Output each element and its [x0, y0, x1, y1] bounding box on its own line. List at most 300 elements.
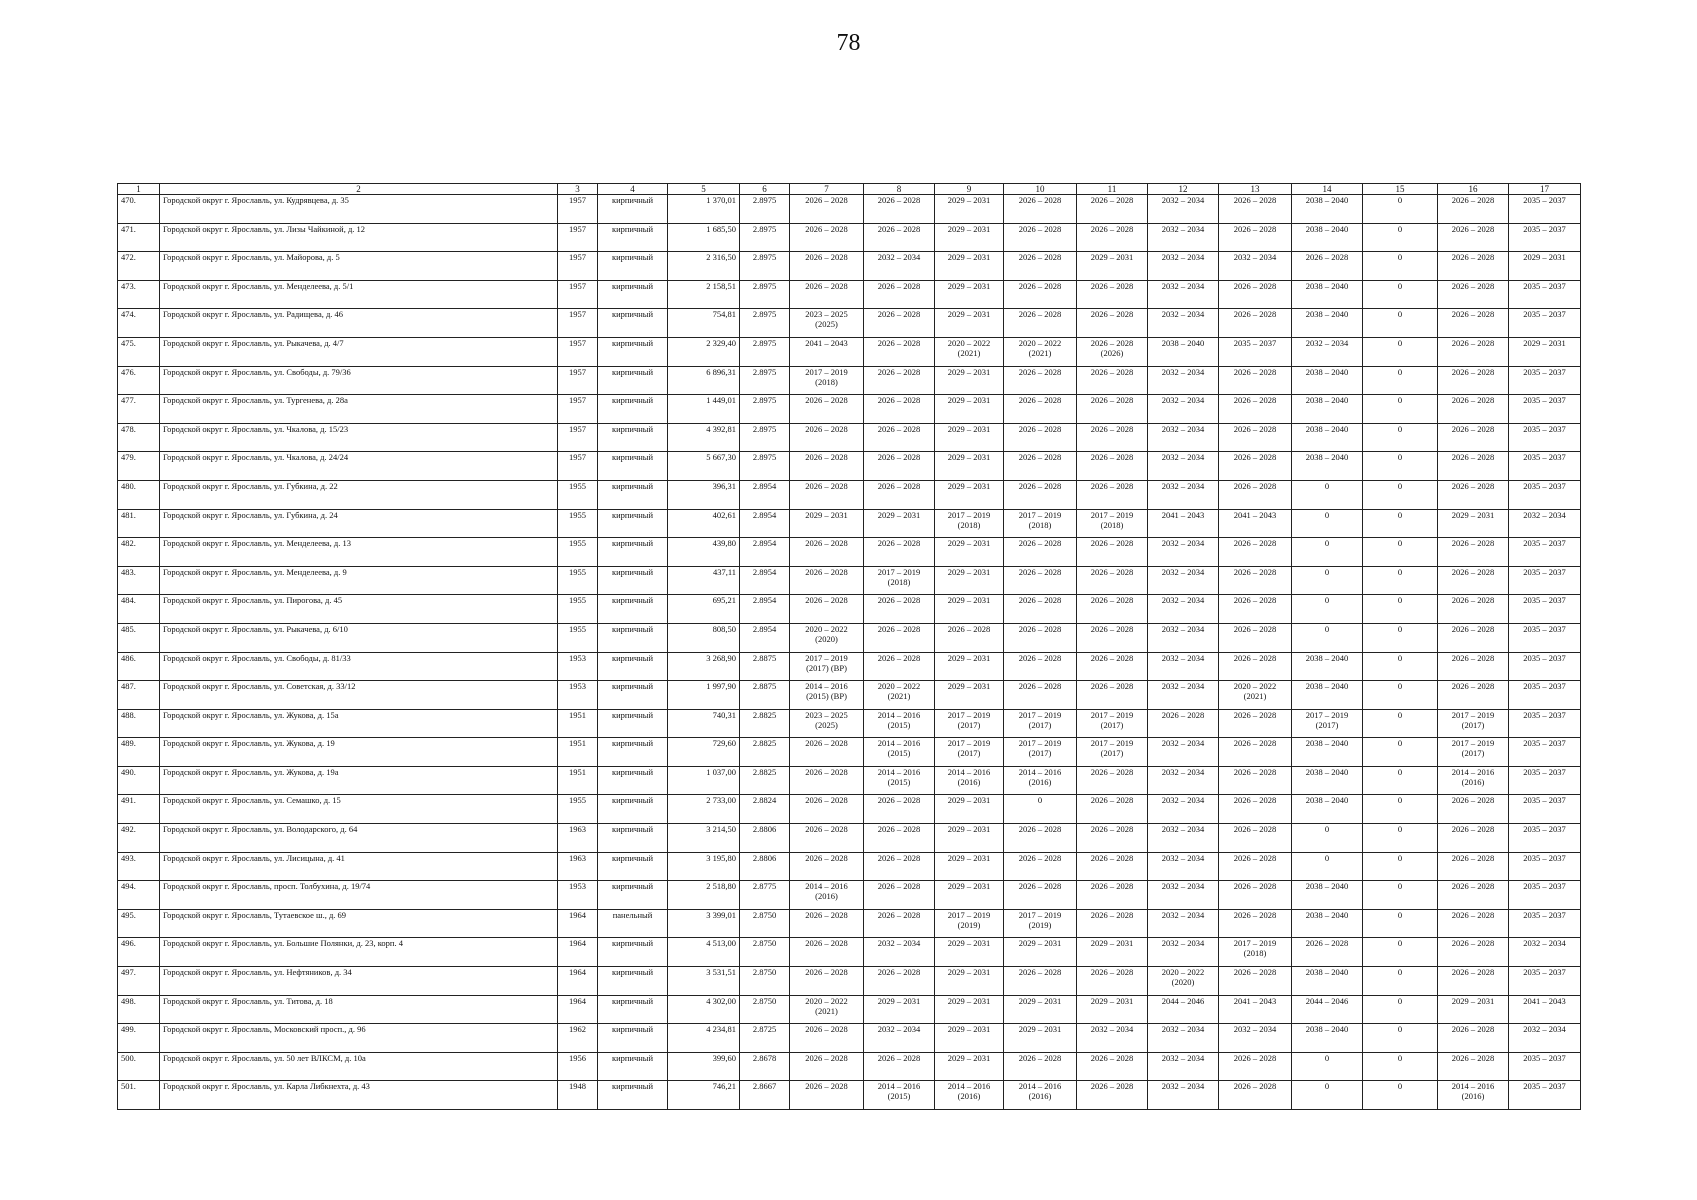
table-cell: 1 997,90 [668, 681, 740, 710]
table-cell: Городской округ г. Ярославль, ул. Лисицына, д. 41 [160, 852, 558, 881]
table-cell: 2029 – 2031 [935, 452, 1004, 481]
table-cell: 3 399,01 [668, 909, 740, 938]
table-cell: 2029 – 2031 [935, 280, 1004, 309]
table-cell: кирпичный [598, 709, 668, 738]
table-cell: 492. [118, 824, 160, 853]
table-cell: кирпичный [598, 195, 668, 224]
table-cell [864, 766, 935, 795]
table-cell: 2026 – 2028 [1077, 423, 1148, 452]
table-cell: 2.8806 [740, 852, 790, 881]
table-cell: 0 [1363, 195, 1438, 224]
cell-text-line: 2017 – 2019 [1090, 738, 1134, 749]
table-cell: 2026 – 2028 [1004, 480, 1077, 509]
table-cell: 3 214,50 [668, 824, 740, 853]
table-cell: 2026 – 2028 [1077, 595, 1148, 624]
table-cell: 2.8975 [740, 280, 790, 309]
table-cell: 2026 – 2028 [1219, 766, 1292, 795]
table-cell: 0 [1292, 623, 1363, 652]
table-cell: 2029 – 2031 [1509, 252, 1581, 281]
table-cell: 0 [1363, 738, 1438, 767]
table-cell: 2038 – 2040 [1292, 395, 1363, 424]
table-cell: 2026 – 2028 [1438, 395, 1509, 424]
column-number-header: 1 [118, 184, 160, 195]
table-cell: 0 [1292, 1081, 1363, 1110]
table-cell [1438, 1081, 1509, 1110]
table-cell: 1 449,01 [668, 395, 740, 424]
table-cell: 2026 – 2028 [1219, 223, 1292, 252]
table-cell: 2029 – 2031 [935, 538, 1004, 567]
table-cell: 474. [118, 309, 160, 338]
table-cell: 2044 – 2046 [1292, 995, 1363, 1024]
cell-text-line: (2017) [1100, 719, 1124, 730]
table-cell: 2032 – 2034 [1509, 509, 1581, 538]
table-row [118, 480, 1581, 509]
table-cell: 0 [1363, 881, 1438, 910]
table-cell: 2026 – 2028 [864, 881, 935, 910]
column-number-header: 3 [558, 184, 598, 195]
table-cell: 2026 – 2028 [864, 623, 935, 652]
table-cell: 2038 – 2040 [1292, 223, 1363, 252]
table-cell: 2035 – 2037 [1509, 309, 1581, 338]
table-cell: 476. [118, 366, 160, 395]
table-row [118, 738, 1581, 767]
table-cell: 2026 – 2028 [1219, 366, 1292, 395]
table-cell: Городской округ г. Ярославль, ул. Нефтяников, д. 34 [160, 967, 558, 996]
table-cell: 481. [118, 509, 160, 538]
cell-text-line: 2023 – 2025 [805, 709, 848, 720]
table-cell [935, 709, 1004, 738]
table-cell: 2.8750 [740, 909, 790, 938]
table-cell: 2032 – 2034 [1148, 852, 1219, 881]
table-cell: 2.8725 [740, 1024, 790, 1053]
table-cell: 500. [118, 1052, 160, 1081]
table-cell: 0 [1363, 480, 1438, 509]
table-cell: 2026 – 2028 [1004, 623, 1077, 652]
table-cell: кирпичный [598, 623, 668, 652]
table-cell: 0 [1363, 280, 1438, 309]
table-cell: 2029 – 2031 [935, 566, 1004, 595]
table-cell: 399,60 [668, 1052, 740, 1081]
table-cell: 2026 – 2028 [1077, 309, 1148, 338]
table-cell: 498. [118, 995, 160, 1024]
table-cell: 2026 – 2028 [864, 195, 935, 224]
table-cell: 2026 – 2028 [790, 738, 864, 767]
table-cell: 2035 – 2037 [1509, 824, 1581, 853]
table-cell: кирпичный [598, 1081, 668, 1110]
table-cell: 1957 [558, 337, 598, 366]
column-number-header: 17 [1509, 184, 1581, 195]
cell-text-line: 2014 – 2016 [947, 766, 991, 777]
table-cell: 2029 – 2031 [1438, 995, 1509, 1024]
table-cell: 2026 – 2028 [1077, 681, 1148, 710]
table-cell: 2035 – 2037 [1509, 1081, 1581, 1110]
table-cell [1004, 738, 1077, 767]
table-cell: 2035 – 2037 [1509, 480, 1581, 509]
table-cell: 2026 – 2028 [1219, 1052, 1292, 1081]
table-cell: 2035 – 2037 [1509, 595, 1581, 624]
table-cell: 2026 – 2028 [1077, 1052, 1148, 1081]
table-cell: 490. [118, 766, 160, 795]
table-cell: 2032 – 2034 [1292, 337, 1363, 366]
table-cell: 2.8750 [740, 995, 790, 1024]
table-cell: 2026 – 2028 [790, 909, 864, 938]
table-cell: кирпичный [598, 452, 668, 481]
table-cell [1148, 967, 1219, 996]
table-cell: 2026 – 2028 [790, 538, 864, 567]
cell-text-line: 2020 – 2022 [805, 995, 848, 1006]
table-cell: 2041 – 2043 [1509, 995, 1581, 1024]
table-cell: 2026 – 2028 [790, 223, 864, 252]
column-number-header: 9 [935, 184, 1004, 195]
cell-text-line: 2014 – 2016 [877, 738, 921, 749]
table-cell: 0 [1363, 824, 1438, 853]
table-cell: 2032 – 2034 [864, 252, 935, 281]
cell-text-line: 2023 – 2025 [805, 309, 848, 320]
table-cell: 0 [1363, 623, 1438, 652]
table-cell: 2041 – 2043 [1219, 995, 1292, 1024]
table-cell: 2035 – 2037 [1509, 738, 1581, 767]
table-cell: 2026 – 2028 [1219, 480, 1292, 509]
table-cell: 0 [1292, 852, 1363, 881]
table-row [118, 681, 1581, 710]
table-cell: 2.8975 [740, 223, 790, 252]
table-cell: 479. [118, 452, 160, 481]
cell-text-line: (2015) (ВР) [806, 691, 847, 702]
table-cell: 2032 – 2034 [1148, 366, 1219, 395]
table-cell: 2026 – 2028 [1219, 395, 1292, 424]
cell-text-line: (2016) [957, 776, 981, 787]
table-cell [864, 566, 935, 595]
table-cell: 2029 – 2031 [790, 509, 864, 538]
table-cell: 2029 – 2031 [1077, 995, 1148, 1024]
table-cell: 2029 – 2031 [935, 795, 1004, 824]
table-cell: 2035 – 2037 [1509, 852, 1581, 881]
table-cell: 4 302,00 [668, 995, 740, 1024]
table-cell: 2032 – 2034 [1148, 1024, 1219, 1053]
table-cell: 2029 – 2031 [935, 852, 1004, 881]
table-cell: 471. [118, 223, 160, 252]
table-row [118, 566, 1581, 595]
table-cell: 2026 – 2028 [864, 652, 935, 681]
table-cell: Городской округ г. Ярославль, ул. Свободы, д. 79/36 [160, 366, 558, 395]
cell-text-line: (2016) [1461, 776, 1485, 787]
table-cell: 2026 – 2028 [1292, 938, 1363, 967]
table-cell [790, 309, 864, 338]
table-cell: 2029 – 2031 [935, 423, 1004, 452]
table-row [118, 337, 1581, 366]
table-cell: Городской округ г. Ярославль, ул. 50 лет ВЛКСМ, д. 10а [160, 1052, 558, 1081]
table-cell: 2.8750 [740, 967, 790, 996]
cell-text-line: 2017 – 2019 [1018, 709, 1062, 720]
table-cell: 2026 – 2028 [1438, 824, 1509, 853]
table-cell: 2.8975 [740, 252, 790, 281]
table-cell: 2035 – 2037 [1509, 1052, 1581, 1081]
cell-text-line: (2017) [1028, 719, 1052, 730]
table-cell: 2041 – 2043 [1148, 509, 1219, 538]
table-cell: 478. [118, 423, 160, 452]
table-cell: 1957 [558, 252, 598, 281]
table-cell [1004, 709, 1077, 738]
cell-text-line: 2014 – 2016 [1451, 1081, 1495, 1092]
table-row [118, 1052, 1581, 1081]
table-cell: 2026 – 2028 [1004, 681, 1077, 710]
table-cell: 2032 – 2034 [1148, 538, 1219, 567]
table-cell: Городской округ г. Ярославль, ул. Рыкачева, д. 4/7 [160, 337, 558, 366]
table-cell: 2026 – 2028 [1004, 452, 1077, 481]
table-cell: 2026 – 2028 [1077, 881, 1148, 910]
cell-text-line: 2014 – 2016 [877, 709, 921, 720]
table-cell: 2.8825 [740, 709, 790, 738]
table-cell: 1955 [558, 509, 598, 538]
table-row [118, 709, 1581, 738]
table-cell: 2026 – 2028 [790, 566, 864, 595]
table-cell: 2035 – 2037 [1509, 538, 1581, 567]
table-row [118, 909, 1581, 938]
table-cell: 2032 – 2034 [1148, 595, 1219, 624]
table-cell [1077, 738, 1148, 767]
table-cell: 2026 – 2028 [1004, 309, 1077, 338]
table-cell: Городской округ г. Ярославль, ул. Чкалова, д. 15/23 [160, 423, 558, 452]
table-cell: 2026 – 2028 [790, 195, 864, 224]
table-cell: 2026 – 2028 [1438, 967, 1509, 996]
table-cell: 2026 – 2028 [1219, 824, 1292, 853]
table-cell: 2.8975 [740, 423, 790, 452]
table-cell: 0 [1363, 423, 1438, 452]
table-cell: 2032 – 2034 [1148, 652, 1219, 681]
page-number: 78 [836, 30, 861, 56]
table-cell: 0 [1363, 938, 1438, 967]
cell-text-line: 2017 – 2019 [877, 566, 921, 577]
table-cell: 746,21 [668, 1081, 740, 1110]
table-cell: 2.8825 [740, 738, 790, 767]
table-cell: кирпичный [598, 738, 668, 767]
table-cell: 0 [1004, 795, 1077, 824]
cell-text-line: (2018) [1028, 519, 1052, 530]
table-cell: Городской округ г. Ярославль, ул. Менделеева, д. 5/1 [160, 280, 558, 309]
table-cell: 2032 – 2034 [1148, 1081, 1219, 1110]
table-cell: 808,50 [668, 623, 740, 652]
cell-text-line: 2014 – 2016 [947, 1081, 991, 1092]
table-cell: 0 [1363, 366, 1438, 395]
table-cell: 0 [1363, 509, 1438, 538]
cell-text-line: 2020 – 2022 [877, 681, 921, 692]
cell-text-line: 2020 – 2022 [805, 623, 848, 634]
table-cell: 2.8954 [740, 623, 790, 652]
cell-text-line: (2021) [887, 691, 911, 702]
table-cell: 2026 – 2028 [1004, 252, 1077, 281]
table-cell: 2029 – 2031 [864, 509, 935, 538]
table-cell: 1 037,00 [668, 766, 740, 795]
cell-text-line: (2018) [815, 376, 838, 387]
table-cell: 1951 [558, 709, 598, 738]
cell-text-line: 2014 – 2016 [877, 1081, 921, 1092]
table-cell: 2026 – 2028 [1219, 309, 1292, 338]
table-cell: 2026 – 2028 [1219, 909, 1292, 938]
table-cell: 2026 – 2028 [1219, 195, 1292, 224]
table-cell: 2026 – 2028 [1077, 452, 1148, 481]
table-cell: 2026 – 2028 [1077, 538, 1148, 567]
table-cell: 2026 – 2028 [1438, 1024, 1509, 1053]
table-cell: 2029 – 2031 [1509, 337, 1581, 366]
table-cell: 2026 – 2028 [1077, 366, 1148, 395]
cell-text-line: 2017 – 2019 [805, 366, 848, 377]
table-cell: 493. [118, 852, 160, 881]
table-cell: 1957 [558, 223, 598, 252]
table-cell: 6 896,31 [668, 366, 740, 395]
cell-text-line: (2017) [1028, 748, 1052, 759]
cell-text-line: 2014 – 2016 [1018, 766, 1062, 777]
table-cell: 2026 – 2028 [1004, 852, 1077, 881]
table-cell: 2035 – 2037 [1509, 566, 1581, 595]
table-cell: 2026 – 2028 [864, 480, 935, 509]
cell-text-line: 2020 – 2022 [947, 337, 991, 348]
table-cell [864, 738, 935, 767]
table-cell: 2029 – 2031 [935, 681, 1004, 710]
table-cell: Городской округ г. Ярославль, ул. Володарского, д. 64 [160, 824, 558, 853]
cell-text-line: (2021) [957, 347, 981, 358]
table-cell: кирпичный [598, 337, 668, 366]
table-cell [1438, 709, 1509, 738]
table-cell: 740,31 [668, 709, 740, 738]
table-row [118, 938, 1581, 967]
table-cell: панельный [598, 909, 668, 938]
cell-text-line: 2014 – 2016 [1451, 766, 1495, 777]
table-cell: 2032 – 2034 [1509, 1024, 1581, 1053]
table-cell: 0 [1292, 538, 1363, 567]
cell-text-line: (2021) [1028, 347, 1052, 358]
table-cell: 2026 – 2028 [1077, 795, 1148, 824]
table-cell: 2026 – 2028 [1004, 1052, 1077, 1081]
table-cell: 2026 – 2028 [1219, 423, 1292, 452]
table-cell: 2026 – 2028 [1219, 881, 1292, 910]
table-cell: 1948 [558, 1081, 598, 1110]
table-row [118, 452, 1581, 481]
cell-text-line: 2017 – 2019 [1305, 709, 1349, 720]
table-cell: Городской округ г. Ярославль, ул. Жукова, д. 19а [160, 766, 558, 795]
table-cell: 2029 – 2031 [1438, 509, 1509, 538]
table-cell: 2038 – 2040 [1292, 652, 1363, 681]
table-cell: Городской округ г. Ярославль, ул. Свободы, д. 81/33 [160, 652, 558, 681]
table-cell [935, 337, 1004, 366]
cell-text-line: (2016) [1461, 1091, 1485, 1102]
table-cell: кирпичный [598, 766, 668, 795]
table-cell: 2026 – 2028 [864, 795, 935, 824]
table-cell: 2.8678 [740, 1052, 790, 1081]
table-cell [864, 709, 935, 738]
table-cell [1004, 766, 1077, 795]
column-number-header: 6 [740, 184, 790, 195]
table-cell: 2026 – 2028 [1438, 223, 1509, 252]
cell-text-line: (2015) [887, 748, 911, 759]
table-cell: Городской округ г. Ярославль, ул. Кудрявцева, д. 35 [160, 195, 558, 224]
table-cell: кирпичный [598, 1052, 668, 1081]
table-cell: 695,21 [668, 595, 740, 624]
cell-text-line: 2020 – 2022 [1233, 681, 1277, 692]
cell-text-line: (2021) [1243, 691, 1267, 702]
table-cell: 1 685,50 [668, 223, 740, 252]
table-cell: 1962 [558, 1024, 598, 1053]
table-row [118, 623, 1581, 652]
table-cell: 2026 – 2028 [864, 395, 935, 424]
table-cell: 2035 – 2037 [1509, 967, 1581, 996]
table-cell: 1953 [558, 681, 598, 710]
table-cell: кирпичный [598, 309, 668, 338]
table-cell: 2026 – 2028 [790, 480, 864, 509]
table-row [118, 223, 1581, 252]
table-cell: 2.8975 [740, 309, 790, 338]
cell-text-line: 2017 – 2019 [1018, 738, 1062, 749]
table-cell: 2026 – 2028 [1004, 566, 1077, 595]
table-cell: 2026 – 2028 [864, 538, 935, 567]
table-cell: 2029 – 2031 [935, 252, 1004, 281]
table-cell: 491. [118, 795, 160, 824]
table-cell: 2026 – 2028 [790, 423, 864, 452]
table-cell: 2032 – 2034 [1148, 252, 1219, 281]
table-cell: 2032 – 2034 [1148, 309, 1219, 338]
table-row [118, 852, 1581, 881]
table-cell: 501. [118, 1081, 160, 1110]
cell-text-line: (2020) [815, 633, 838, 644]
table-cell: Городской округ г. Ярославль, Тутаевское ш., д. 69 [160, 909, 558, 938]
table-cell: 402,61 [668, 509, 740, 538]
table-cell: 3 195,80 [668, 852, 740, 881]
column-number-header: 8 [864, 184, 935, 195]
table-cell: 2029 – 2031 [1077, 938, 1148, 967]
table-cell: кирпичный [598, 852, 668, 881]
cell-text-line: 2017 – 2019 [1233, 938, 1277, 949]
table-cell: 2026 – 2028 [864, 337, 935, 366]
table-cell: 2026 – 2028 [1004, 366, 1077, 395]
table-cell: 488. [118, 709, 160, 738]
table-cell: 2026 – 2028 [1438, 681, 1509, 710]
table-cell: 2029 – 2031 [935, 195, 1004, 224]
table-cell: 2035 – 2037 [1509, 623, 1581, 652]
table-cell [790, 623, 864, 652]
table-cell: 2026 – 2028 [790, 824, 864, 853]
table-cell: 2.8975 [740, 195, 790, 224]
table-cell: 2026 – 2028 [1077, 766, 1148, 795]
table-cell: 1957 [558, 452, 598, 481]
table-cell: 0 [1363, 538, 1438, 567]
cell-text-line: 2014 – 2016 [877, 766, 921, 777]
table-cell: 2026 – 2028 [864, 366, 935, 395]
housing-registry-table [117, 183, 1581, 1110]
cell-text-line: 2017 – 2019 [805, 652, 848, 663]
table-cell: 2029 – 2031 [935, 480, 1004, 509]
table-cell: 2038 – 2040 [1292, 423, 1363, 452]
table-cell: 2.8975 [740, 337, 790, 366]
table-cell: 2026 – 2028 [1004, 280, 1077, 309]
table-row [118, 1024, 1581, 1053]
cell-text-line: (2016) [1028, 1091, 1052, 1102]
table-row [118, 538, 1581, 567]
table-cell: 5 667,30 [668, 452, 740, 481]
table-cell: 495. [118, 909, 160, 938]
table-cell: 2026 – 2028 [1219, 652, 1292, 681]
table-cell: 2029 – 2031 [935, 995, 1004, 1024]
table-cell: 1957 [558, 366, 598, 395]
table-cell: 485. [118, 623, 160, 652]
table-cell: 1964 [558, 938, 598, 967]
table-cell: 0 [1363, 595, 1438, 624]
table-cell: кирпичный [598, 595, 668, 624]
table-cell: 2026 – 2028 [1219, 566, 1292, 595]
table-cell: 2035 – 2037 [1509, 709, 1581, 738]
cell-text-line: 2017 – 2019 [1018, 509, 1062, 520]
table-cell: 2035 – 2037 [1509, 881, 1581, 910]
table-cell: 2038 – 2040 [1292, 766, 1363, 795]
table-cell: 2026 – 2028 [1004, 881, 1077, 910]
